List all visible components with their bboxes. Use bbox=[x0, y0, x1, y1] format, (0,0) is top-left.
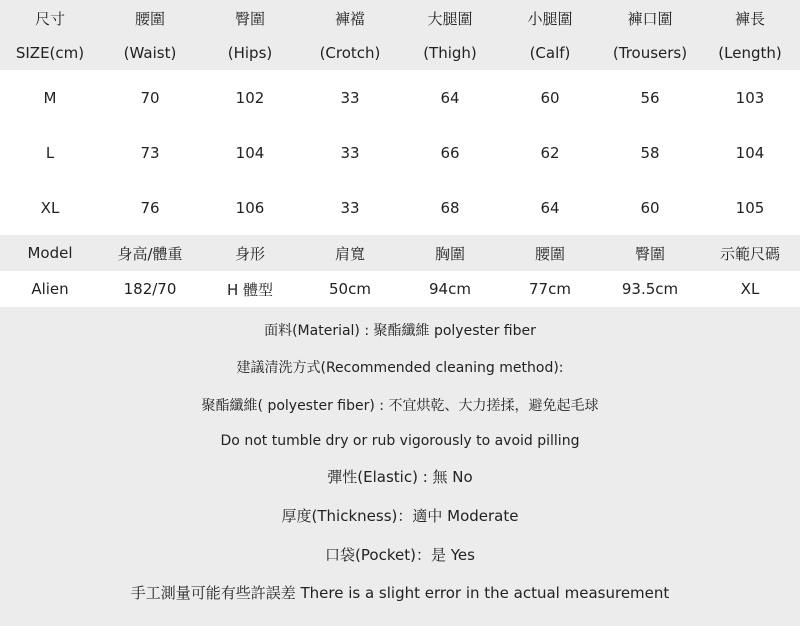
table-cell: 70 bbox=[140, 88, 160, 107]
table-cell: H 體型 bbox=[226, 280, 274, 299]
cleaning-note-en: Do not tumble dry or rub vigorously to avoid pilling bbox=[220, 432, 580, 449]
model-header-chest: 胸圍 bbox=[434, 244, 465, 263]
header-en-length: (Length) bbox=[718, 44, 782, 62]
model-header-model: Model bbox=[27, 244, 73, 262]
table-cell: 105 bbox=[735, 198, 765, 217]
size-table-header-en bbox=[0, 36, 800, 70]
header-en-hips: (Hips) bbox=[227, 44, 273, 62]
table-cell: 64 bbox=[540, 198, 560, 217]
thickness-note: 厚度(Thickness)：適中 Moderate bbox=[281, 506, 519, 525]
elastic-note: 彈性(Elastic) : 無 No bbox=[327, 468, 473, 487]
size-row-xl bbox=[0, 180, 800, 235]
model-header-body-shape: 身形 bbox=[234, 244, 265, 263]
header-zh-length: 褲長 bbox=[734, 9, 765, 28]
header-zh-trousers: 褲口圍 bbox=[627, 9, 673, 28]
header-zh-crotch: 褲襠 bbox=[334, 9, 365, 28]
pocket-note: 口袋(Pocket)：是 Yes bbox=[325, 545, 475, 564]
table-cell: 33 bbox=[340, 88, 360, 107]
table-cell: 60 bbox=[540, 88, 560, 107]
size-row-l bbox=[0, 125, 800, 180]
model-row bbox=[0, 271, 800, 307]
table-cell: 76 bbox=[140, 198, 160, 217]
table-cell: 103 bbox=[735, 88, 765, 107]
header-zh-thigh: 大腿圍 bbox=[427, 9, 473, 28]
model-header-height-weight: 身高/體重 bbox=[117, 244, 183, 263]
header-en-thigh: (Thigh) bbox=[423, 44, 477, 62]
table-cell: 33 bbox=[340, 143, 360, 162]
table-cell: 56 bbox=[640, 88, 660, 107]
header-en-waist: (Waist) bbox=[123, 44, 177, 62]
table-cell: 68 bbox=[440, 198, 460, 217]
table-cell: M bbox=[43, 88, 57, 107]
model-header-hips: 臀圍 bbox=[634, 244, 665, 263]
table-cell: 104 bbox=[235, 143, 265, 162]
table-cell: 58 bbox=[640, 143, 660, 162]
table-cell: 77cm bbox=[529, 280, 571, 298]
material-note: 面料(Material) : 聚酯纖維 polyester fiber bbox=[264, 322, 536, 339]
table-cell: 50cm bbox=[329, 280, 371, 298]
table-cell: 73 bbox=[140, 143, 160, 162]
table-cell: 62 bbox=[540, 143, 560, 162]
header-en-crotch: (Crotch) bbox=[319, 44, 381, 62]
model-header-shoulder: 肩寬 bbox=[334, 244, 365, 263]
table-cell: L bbox=[45, 143, 55, 162]
header-zh-calf: 小腿圍 bbox=[527, 9, 573, 28]
table-cell: 93.5cm bbox=[621, 280, 679, 298]
model-header-size-worn: 示範尺碼 bbox=[719, 244, 780, 263]
header-zh-size: 尺寸 bbox=[34, 9, 65, 28]
header-en-trousers: (Trousers) bbox=[612, 44, 688, 62]
table-cell: 33 bbox=[340, 198, 360, 217]
measurement-error-note: 手工測量可能有些許誤差 There is a slight error in the actual measurement bbox=[130, 584, 670, 603]
table-cell: 60 bbox=[640, 198, 660, 217]
table-cell: 66 bbox=[440, 143, 460, 162]
model-header-waist: 腰圍 bbox=[534, 244, 565, 263]
size-row-m bbox=[0, 70, 800, 125]
table-cell: 64 bbox=[440, 88, 460, 107]
table-cell: 182/70 bbox=[123, 280, 177, 298]
table-cell: Alien bbox=[31, 280, 69, 298]
model-table-header bbox=[0, 235, 800, 271]
table-cell: 94cm bbox=[429, 280, 471, 298]
product-notes bbox=[0, 307, 800, 626]
header-en-size: SIZE(cm) bbox=[15, 44, 85, 62]
table-cell: 104 bbox=[735, 143, 765, 162]
table-cell: XL bbox=[740, 280, 760, 298]
size-table-header-zh bbox=[0, 0, 800, 36]
table-cell: 102 bbox=[235, 88, 265, 107]
cleaning-note-zh: 聚酯纖維( polyester fiber) : 不宜烘乾、大力搓揉，避免起毛球 bbox=[201, 398, 599, 415]
table-cell: XL bbox=[40, 198, 60, 217]
cleaning-title: 建議清洗方式(Recommended cleaning method): bbox=[236, 360, 564, 377]
header-en-calf: (Calf) bbox=[529, 44, 571, 62]
header-zh-hips: 臀圍 bbox=[234, 9, 265, 28]
header-zh-waist: 腰圍 bbox=[134, 9, 165, 28]
table-cell: 106 bbox=[235, 198, 265, 217]
